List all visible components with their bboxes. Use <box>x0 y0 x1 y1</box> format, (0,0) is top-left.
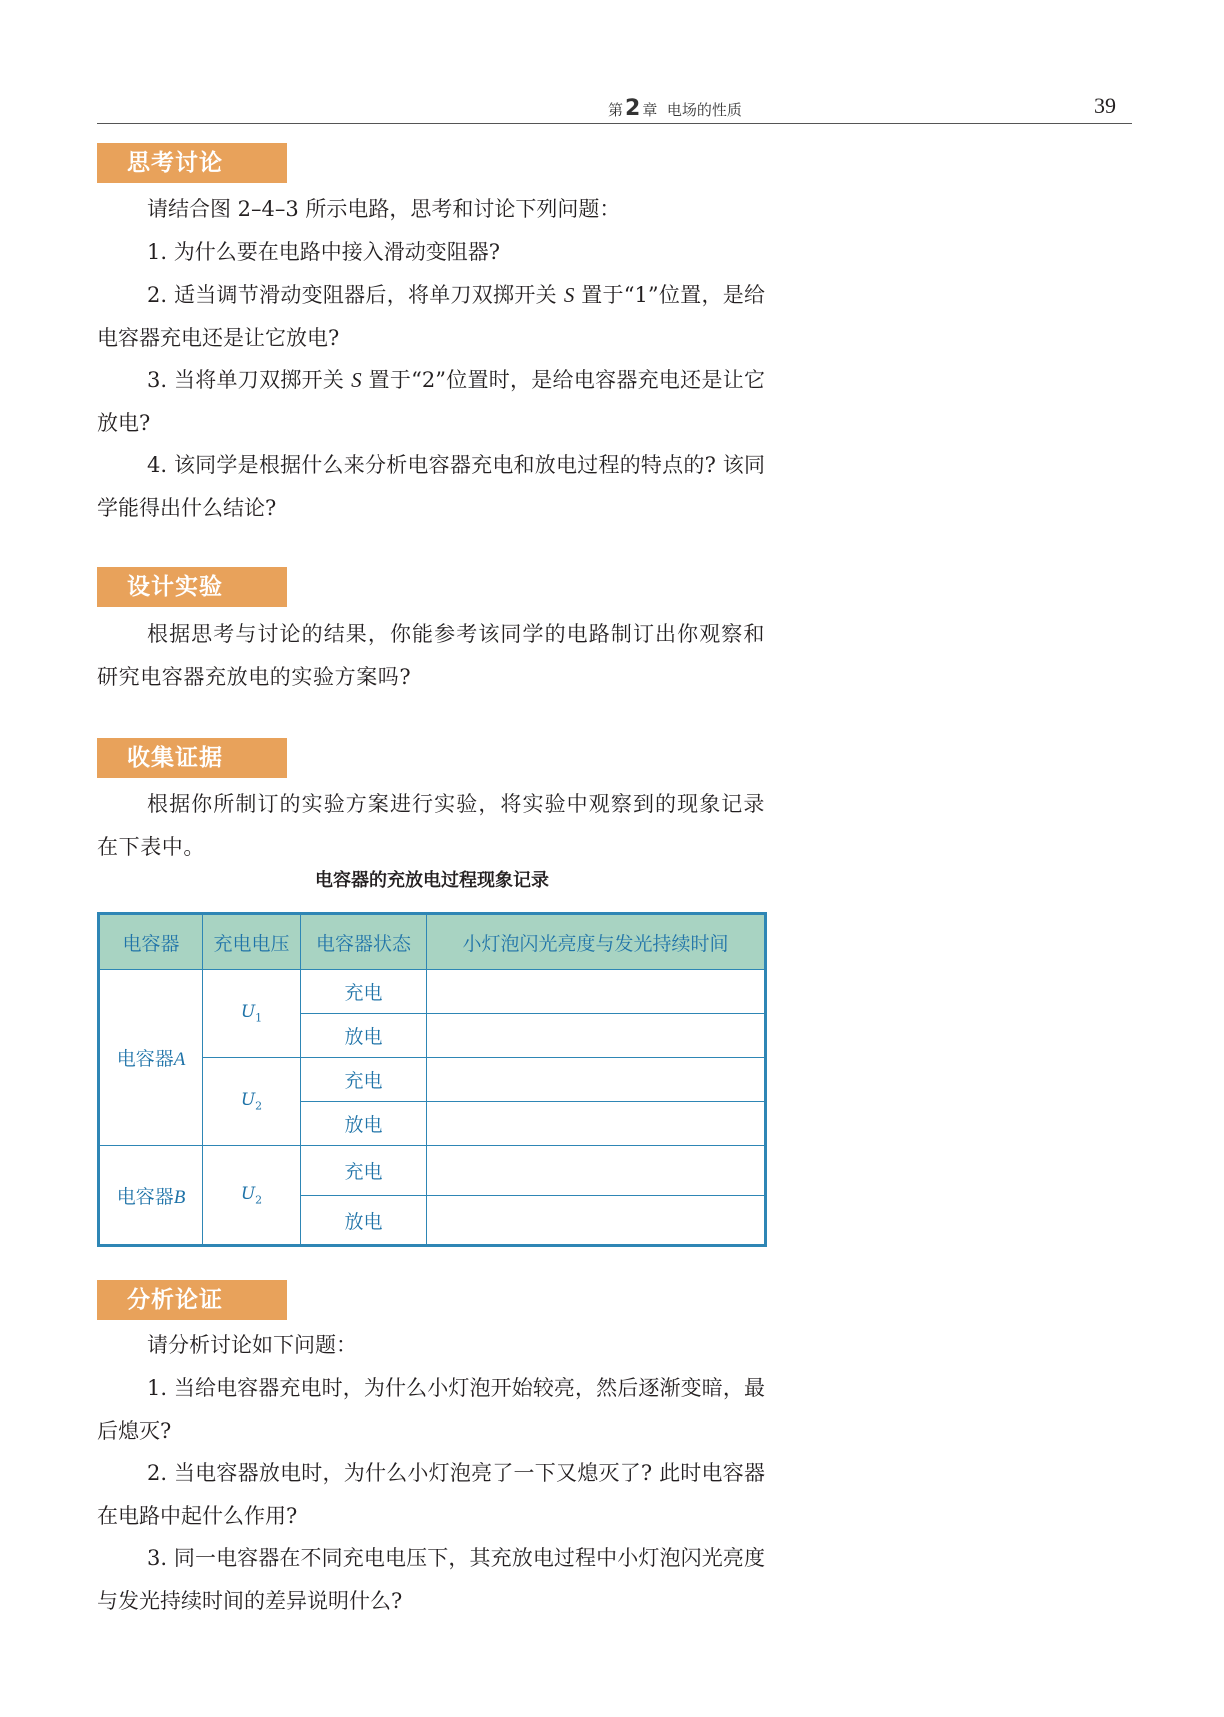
section-title-design: 设计实验 <box>97 567 287 607</box>
cell-state: 充电 <box>301 1146 427 1196</box>
design-text: 根据思考与讨论的结果，你能参考该同学的电路制订出你观察和研究电容器充放电的实验方案吗? <box>97 622 765 689</box>
cell-observation <box>427 1102 766 1146</box>
analyze-intro: 请分析讨论如下问题： <box>147 1333 357 1357</box>
collect-text: 根据你所制订的实验方案进行实验，将实验中观察到的现象记录在下表中。 <box>97 792 765 859</box>
cell-state: 充电 <box>301 970 427 1014</box>
cell-state: 放电 <box>301 1014 427 1058</box>
analyze-question-1: 1. 当给电容器充电时，为什么小灯泡开始较亮，然后逐渐变暗，最后熄灭? <box>97 1376 765 1443</box>
chapter-prefix: 第 <box>608 101 624 119</box>
cell-observation <box>427 1196 766 1246</box>
cell-state: 放电 <box>301 1102 427 1146</box>
table-title: 电容器的充放电过程现象记录 <box>315 870 549 891</box>
chapter-title: 电场的性质 <box>666 101 742 119</box>
header-capacitor: 电容器 <box>99 914 203 970</box>
cell-voltage-u1: $U_1$ <box>203 970 301 1058</box>
analyze-question-3: 3. 同一电容器在不同充电电压下，其充放电过程中小灯泡闪光亮度与发光持续时间的差异说明什么? <box>97 1546 765 1613</box>
table-header-row <box>99 914 766 970</box>
header-observation: 小灯泡闪光亮度与发光持续时间 <box>427 914 766 970</box>
cell-voltage-u2: $U_2$ <box>203 1146 301 1246</box>
header-state: 电容器状态 <box>301 914 427 970</box>
header-voltage: 充电电压 <box>203 914 301 970</box>
cell-voltage-u2: $U_2$ <box>203 1058 301 1146</box>
think-q2-part-b: 置于“1”位置，是给电容器充电还是让它放电? <box>97 283 765 350</box>
section-title-analyze: 分析论证 <box>97 1280 287 1320</box>
think-question-1: 1. 为什么要在电路中接入滑动变阻器? <box>147 240 500 264</box>
table-row <box>99 970 766 1014</box>
header-rule <box>97 123 1132 124</box>
think-question-2 <box>97 274 765 359</box>
cell-observation <box>427 1146 766 1196</box>
think-q3-part-b: 置于“2”位置时，是给电容器充电还是让它放电? <box>97 368 765 435</box>
cell-capacitor-b: 电容器B <box>99 1146 203 1246</box>
cell-state: 放电 <box>301 1196 427 1246</box>
think-intro: 请结合图 2–4–3 所示电路，思考和讨论下列问题： <box>147 197 621 221</box>
think-question-4: 4. 该同学是根据什么来分析电容器充电和放电过程的特点的? 该同学能得出什么结论? <box>97 453 765 520</box>
chapter-number: 2 <box>625 96 641 121</box>
cell-observation <box>427 1014 766 1058</box>
record-table <box>97 912 767 1247</box>
section-title-collect: 收集证据 <box>97 738 287 778</box>
analyze-question-2: 2. 当电容器放电时，为什么小灯泡亮了一下又熄灭了? 此时电容器在电路中起什么作用? <box>97 1461 765 1528</box>
cell-observation <box>427 1058 766 1102</box>
chapter-label <box>608 96 742 121</box>
think-q3-part-a: 3. 当将单刀双掷开关 <box>147 368 352 392</box>
section-title-think: 思考讨论 <box>97 143 287 183</box>
cell-capacitor-a: 电容器A <box>99 970 203 1146</box>
page-number: 39 <box>1094 93 1116 118</box>
think-q2-part-a: 2. 适当调节滑动变阻器后，将单刀双掷开关 <box>147 283 564 307</box>
cell-observation <box>427 970 766 1014</box>
table-row <box>99 1146 766 1196</box>
think-question-3 <box>97 359 765 444</box>
cell-state: 充电 <box>301 1058 427 1102</box>
switch-variable: S <box>563 283 575 307</box>
chapter-suffix: 章 <box>642 101 658 119</box>
switch-variable: S <box>351 368 362 392</box>
